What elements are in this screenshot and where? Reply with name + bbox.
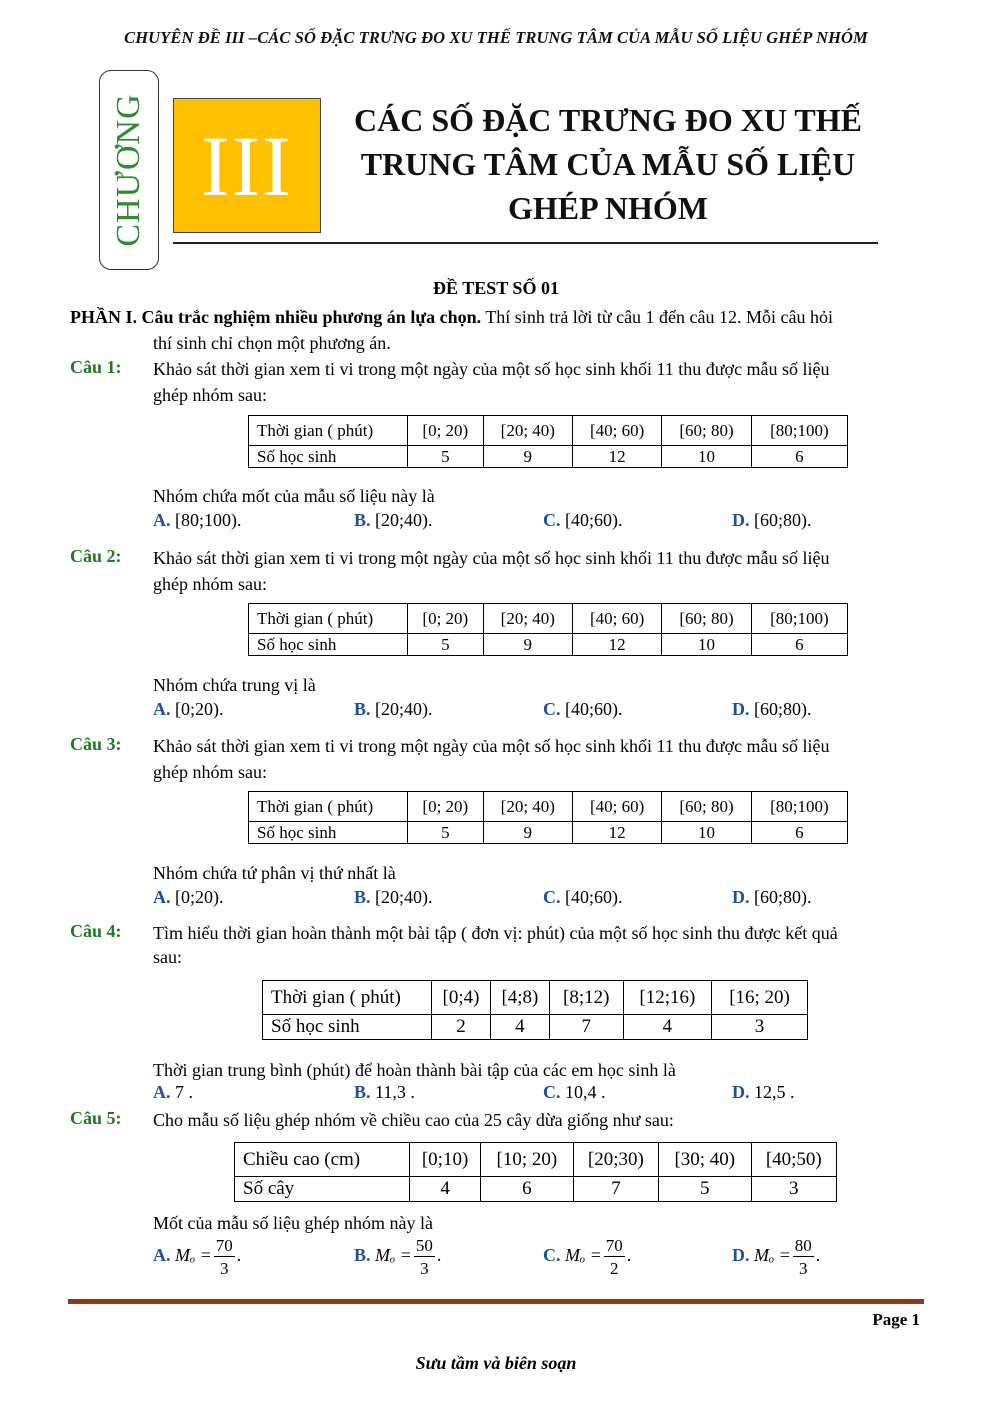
table-cell: Số học sinh xyxy=(263,1015,432,1040)
table-row xyxy=(249,416,848,446)
section-label: PHẦN I. Câu trắc nghiệm nhiều phương án lựa chọn. xyxy=(70,307,482,327)
chapter-word: CHƯƠNG xyxy=(110,93,147,247)
question-prompt: Nhóm chứa trung vị là xyxy=(153,675,316,695)
answer-option[interactable] xyxy=(732,510,812,531)
section-text: Thí sinh trả lời từ câu 1 đến câu 12. Mỗi câu hỏi xyxy=(481,307,834,327)
option-text: [0;20). xyxy=(175,887,224,907)
question-label: Câu 2: xyxy=(70,546,122,566)
option-lhs: Mₒ = xyxy=(375,1245,412,1266)
table-cell: Số cây xyxy=(235,1177,410,1202)
option-label: A. xyxy=(153,1082,171,1102)
option-text: [20;40). xyxy=(375,510,433,530)
table-cell: [80;100) xyxy=(751,792,847,822)
answer-option[interactable] xyxy=(543,699,623,720)
option-label: A. xyxy=(153,887,171,907)
answer-option[interactable] xyxy=(732,699,812,720)
table-cell: [8;12) xyxy=(549,981,623,1015)
question-label: Câu 5: xyxy=(70,1108,122,1128)
question-stem: Khảo sát thời gian xem ti vi trong một ngày của một số học sinh khối 11 thu được mẫu số liệu xyxy=(153,548,830,568)
table-cell: [20; 40) xyxy=(483,604,572,634)
fraction xyxy=(214,1237,235,1277)
table-cell: [0;4) xyxy=(432,981,491,1015)
chapter-side-box xyxy=(99,70,159,270)
question-prompt: Nhóm chứa mốt của mẫu số liệu này là xyxy=(153,486,435,506)
question-label: Câu 1: xyxy=(70,357,122,377)
table-row xyxy=(249,446,848,468)
table-row xyxy=(235,1143,837,1177)
fraction-numerator: 70 xyxy=(215,1236,233,1255)
option-lhs: Mₒ = xyxy=(175,1245,212,1266)
fraction-denominator: 3 xyxy=(799,1259,808,1278)
question-prompt: Mốt của mẫu số liệu ghép nhóm này là xyxy=(153,1213,433,1233)
table-row xyxy=(249,634,848,656)
page-number: Page 1 xyxy=(872,1310,920,1329)
table-cell: 5 xyxy=(659,1177,752,1202)
option-text: [40;60). xyxy=(565,510,623,530)
option-label: A. xyxy=(153,510,171,530)
table-cell: 6 xyxy=(751,634,847,656)
option-text: [60;80). xyxy=(754,510,812,530)
option-text: [80;100). xyxy=(175,510,242,530)
question-stem: Khảo sát thời gian xem ti vi trong một ngày của một số học sinh khối 11 thu được mẫu số liệu xyxy=(153,359,830,379)
answer-option[interactable] xyxy=(153,887,224,908)
title-underline xyxy=(173,242,878,244)
table-row xyxy=(249,822,848,844)
table-cell: [40; 60) xyxy=(572,416,661,446)
table-cell: [60; 80) xyxy=(662,792,751,822)
table-cell: [10; 20) xyxy=(481,1143,574,1177)
table-row xyxy=(263,981,808,1015)
table-cell: 3 xyxy=(712,1015,808,1040)
chapter-number-box xyxy=(173,98,321,233)
fraction-denominator: 2 xyxy=(610,1259,619,1278)
table-cell: [60; 80) xyxy=(662,604,751,634)
option-label: C. xyxy=(543,1245,561,1266)
question-stem: ghép nhóm sau: xyxy=(153,762,267,782)
table-cell: 12 xyxy=(572,822,661,844)
table-cell: [80;100) xyxy=(751,604,847,634)
answer-option[interactable] xyxy=(543,887,623,908)
section-instruction xyxy=(70,304,930,330)
answer-option[interactable] xyxy=(543,1082,606,1103)
option-label: B. xyxy=(354,887,371,907)
question-label: Câu 3: xyxy=(70,734,122,754)
option-label: B. xyxy=(354,699,371,719)
table-cell: 3 xyxy=(751,1177,836,1202)
answer-option[interactable]: B. Mₒ = $\frac{50}{3}$ . xyxy=(354,1236,442,1278)
table-row xyxy=(249,604,848,634)
test-title: ĐỀ TEST SỐ 01 xyxy=(433,278,559,298)
table-cell: [0; 20) xyxy=(408,604,484,634)
table-cell: [0;10) xyxy=(410,1143,481,1177)
table-cell: [12;16) xyxy=(623,981,711,1015)
data-table xyxy=(234,1142,837,1202)
table-cell: [60; 80) xyxy=(662,416,751,446)
footer-note: Sưu tầm và biên soạn xyxy=(415,1353,577,1373)
option-text: 10,4 . xyxy=(565,1082,606,1102)
answer-option[interactable] xyxy=(732,887,812,908)
answer-option[interactable] xyxy=(153,1082,193,1103)
table-cell: Thời gian ( phút) xyxy=(249,792,408,822)
question-stem: Khảo sát thời gian xem ti vi trong một ngày của một số học sinh khối 11 thu được mẫu số liệu xyxy=(153,736,830,756)
answer-option[interactable] xyxy=(543,510,623,531)
table-cell: 12 xyxy=(572,634,661,656)
chapter-title-line: GHÉP NHÓM xyxy=(508,190,708,226)
option-text: [60;80). xyxy=(754,887,812,907)
fraction xyxy=(793,1237,814,1277)
question-stem: Cho mẫu số liệu ghép nhóm về chiều cao của 25 cây dừa giống như sau: xyxy=(153,1110,674,1130)
table-cell: [20; 40) xyxy=(483,792,572,822)
table-cell: [16; 20) xyxy=(712,981,808,1015)
running-header: CHUYÊN ĐỀ III –CÁC SỐ ĐẶC TRƯNG ĐO XU THẾ TRUNG TÂM CỦA MẪU SỐ LIỆU GHÉP NHÓM xyxy=(124,28,868,47)
option-label: B. xyxy=(354,1245,371,1266)
option-label: D. xyxy=(732,1082,750,1102)
table-cell: [40; 60) xyxy=(572,604,661,634)
fraction-denominator: 3 xyxy=(220,1259,229,1278)
table-cell: [20;30) xyxy=(573,1143,658,1177)
table-cell: Thời gian ( phút) xyxy=(249,604,408,634)
table-cell: [0; 20) xyxy=(408,792,484,822)
table-cell: [0; 20) xyxy=(408,416,484,446)
answer-option[interactable] xyxy=(153,510,242,531)
table-cell: 9 xyxy=(483,446,572,468)
answer-option[interactable]: A. Mₒ = $\frac{70}{3}$ . xyxy=(153,1236,242,1278)
question-stem: ghép nhóm sau: xyxy=(153,385,267,405)
option-label: C. xyxy=(543,510,561,530)
table-cell: 9 xyxy=(483,822,572,844)
question-stem: ghép nhóm sau: xyxy=(153,574,267,594)
table-cell: Số học sinh xyxy=(249,446,408,468)
table-cell: 6 xyxy=(751,822,847,844)
table-cell: [20; 40) xyxy=(483,416,572,446)
question-prompt: Thời gian trung bình (phút) để hoàn thành bài tập của các em học sinh là xyxy=(153,1060,676,1080)
table-cell: 4 xyxy=(623,1015,711,1040)
chapter-title-line: CÁC SỐ ĐẶC TRƯNG ĐO XU THẾ xyxy=(354,102,862,138)
table-cell: [30; 40) xyxy=(659,1143,752,1177)
fraction-numerator: 80 xyxy=(794,1236,812,1255)
table-cell: 4 xyxy=(410,1177,481,1202)
answer-option[interactable] xyxy=(354,887,433,908)
question-stem: sau: xyxy=(153,947,182,967)
table-cell: 9 xyxy=(483,634,572,656)
question-prompt: Nhóm chứa tứ phân vị thứ nhất là xyxy=(153,863,396,883)
answer-option[interactable] xyxy=(153,699,224,720)
fraction-denominator: 3 xyxy=(420,1259,429,1278)
option-text: 11,3 . xyxy=(375,1082,415,1102)
table-cell: Số học sinh xyxy=(249,634,408,656)
table-cell: Thời gian ( phút) xyxy=(249,416,408,446)
data-table xyxy=(248,791,848,844)
fraction xyxy=(604,1237,625,1277)
option-lhs: Mₒ = xyxy=(565,1245,602,1266)
section-text-line2: thí sinh chỉ chọn một phương án. xyxy=(153,333,391,353)
table-cell: [40; 60) xyxy=(572,792,661,822)
table-cell: [4;8) xyxy=(490,981,549,1015)
table-cell: 5 xyxy=(408,634,484,656)
option-text: 12,5 . xyxy=(754,1082,795,1102)
option-text: [40;60). xyxy=(565,887,623,907)
option-label: B. xyxy=(354,510,371,530)
option-text: [20;40). xyxy=(375,699,433,719)
answer-option[interactable]: C. Mₒ = $\frac{70}{2}$ . xyxy=(543,1236,632,1278)
table-cell: 10 xyxy=(662,822,751,844)
option-text: [0;20). xyxy=(175,699,224,719)
option-label: B. xyxy=(354,1082,371,1102)
option-label: D. xyxy=(732,699,750,719)
table-cell: 6 xyxy=(481,1177,574,1202)
answer-option[interactable] xyxy=(354,1082,415,1103)
option-text: 7 . xyxy=(175,1082,193,1102)
option-text: [40;60). xyxy=(565,699,623,719)
option-label: D. xyxy=(732,1245,750,1266)
option-label: D. xyxy=(732,887,750,907)
table-row xyxy=(235,1177,837,1202)
table-cell: 7 xyxy=(573,1177,658,1202)
data-table xyxy=(262,980,808,1040)
table-row xyxy=(263,1015,808,1040)
answer-option[interactable] xyxy=(732,1082,795,1103)
table-cell: 7 xyxy=(549,1015,623,1040)
option-label: A. xyxy=(153,1245,171,1266)
footer-rule xyxy=(68,1299,924,1304)
table-cell: [40;50) xyxy=(751,1143,836,1177)
data-table xyxy=(248,415,848,468)
option-text: [60;80). xyxy=(754,699,812,719)
option-label: A. xyxy=(153,699,171,719)
table-cell: 10 xyxy=(662,446,751,468)
table-cell: 2 xyxy=(432,1015,491,1040)
answer-option[interactable] xyxy=(354,510,433,531)
table-cell: 4 xyxy=(490,1015,549,1040)
data-table xyxy=(248,603,848,656)
table-cell: [80;100) xyxy=(751,416,847,446)
answer-option[interactable] xyxy=(354,699,433,720)
table-cell: Số học sinh xyxy=(249,822,408,844)
option-lhs: Mₒ = xyxy=(754,1245,791,1266)
option-label: C. xyxy=(543,699,561,719)
answer-option[interactable]: D. Mₒ = $\frac{80}{3}$ . xyxy=(732,1236,821,1278)
table-cell: Chiều cao (cm) xyxy=(235,1143,410,1177)
table-cell: 5 xyxy=(408,446,484,468)
table-cell: Thời gian ( phút) xyxy=(263,981,432,1015)
table-cell: 5 xyxy=(408,822,484,844)
option-label: C. xyxy=(543,887,561,907)
table-cell: 12 xyxy=(572,446,661,468)
fraction xyxy=(414,1237,435,1277)
fraction-numerator: 70 xyxy=(605,1236,623,1255)
fraction-numerator: 50 xyxy=(415,1236,433,1255)
table-row xyxy=(249,792,848,822)
option-label: D. xyxy=(732,510,750,530)
chapter-number: III xyxy=(201,117,293,214)
chapter-title xyxy=(330,98,886,230)
option-label: C. xyxy=(543,1082,561,1102)
question-label: Câu 4: xyxy=(70,921,122,941)
table-cell: 6 xyxy=(751,446,847,468)
option-text: [20;40). xyxy=(375,887,433,907)
chapter-title-line: TRUNG TÂM CỦA MẪU SỐ LIỆU xyxy=(360,146,856,182)
question-stem: Tìm hiểu thời gian hoàn thành một bài tập ( đơn vị: phút) của một số học sinh thu được kết quả xyxy=(153,923,838,943)
table-cell: 10 xyxy=(662,634,751,656)
